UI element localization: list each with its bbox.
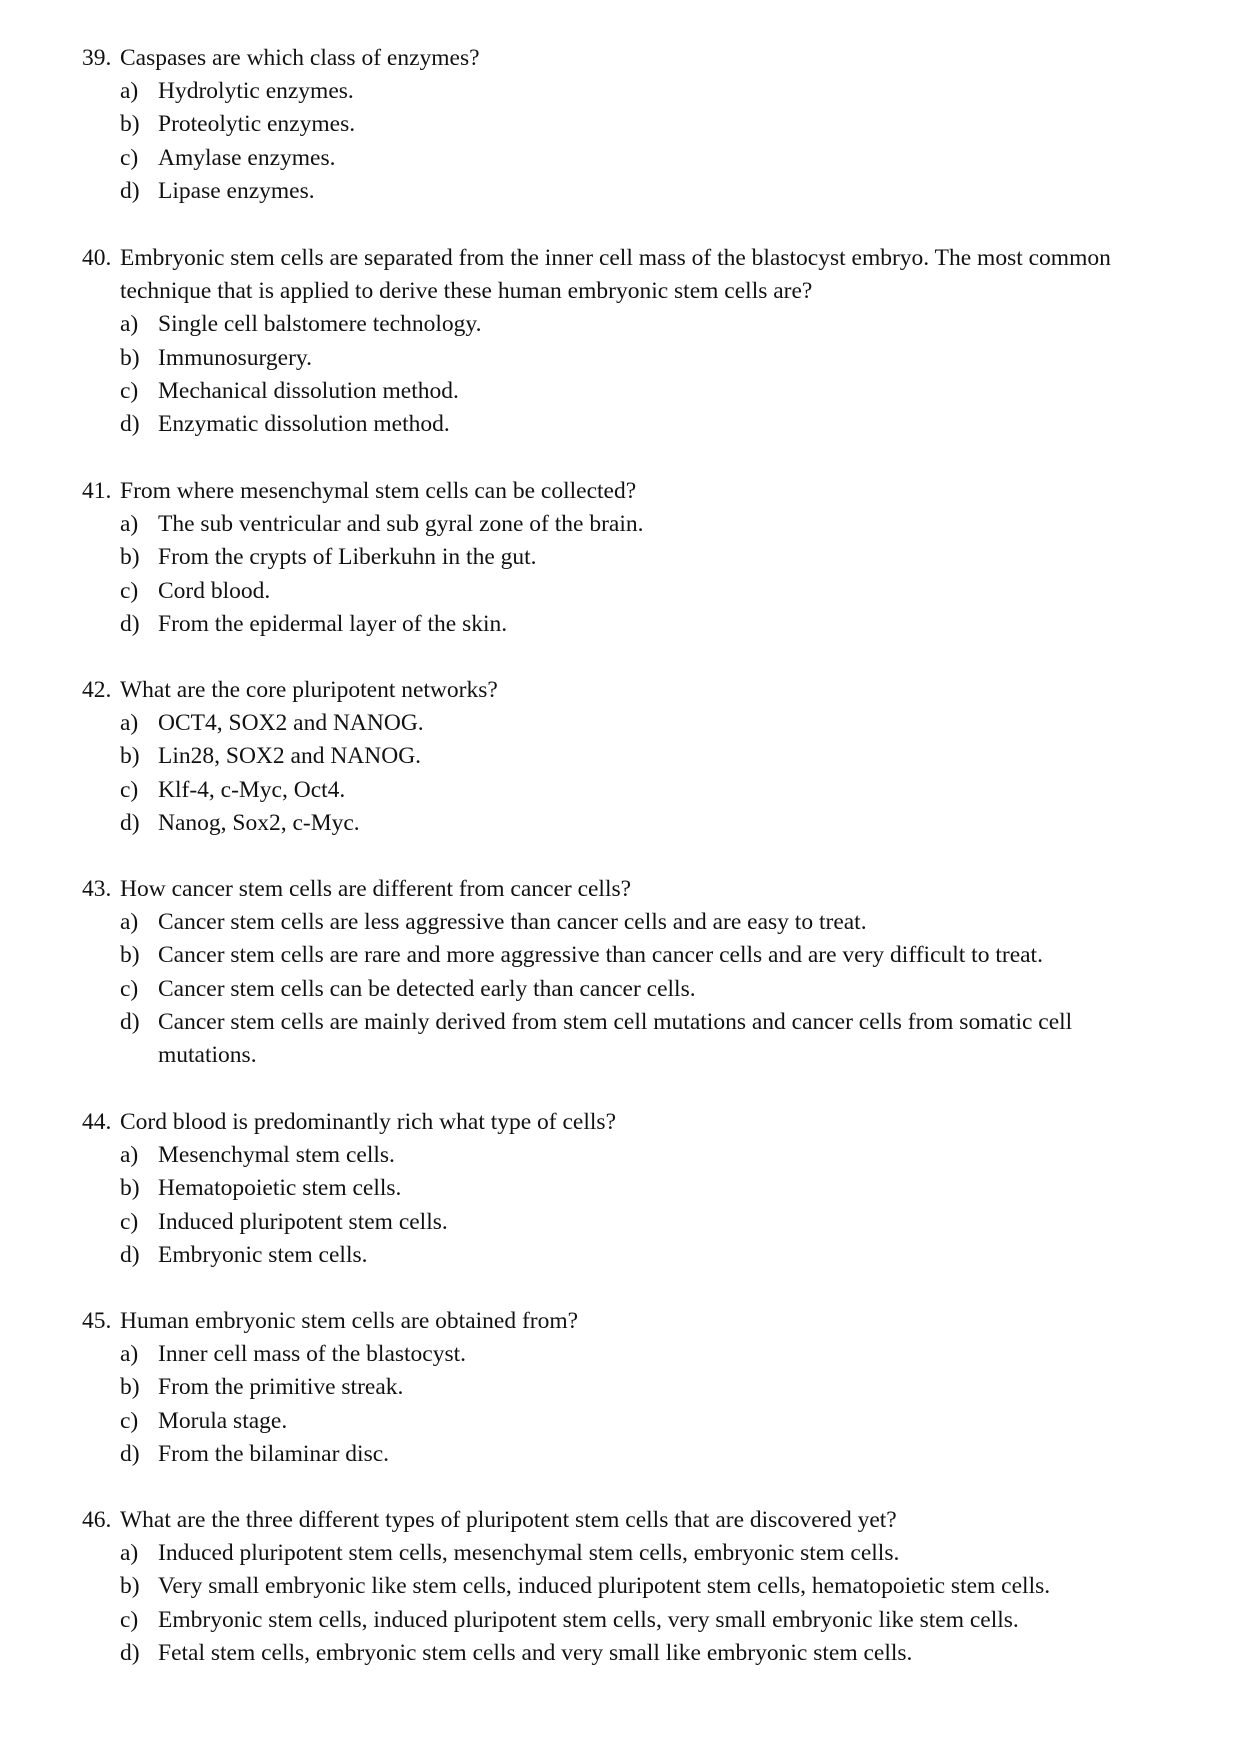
option-b	[82, 1172, 1172, 1205]
option-text: Cancer stem cells are rare and more aggressive than cancer cells and are very difficult to treat.	[158, 942, 1043, 969]
option-b	[82, 939, 1172, 972]
question-46	[82, 1504, 1172, 1670]
option-letter: c)	[120, 1606, 139, 1633]
option-list	[82, 1338, 1172, 1471]
option-letter: c)	[120, 577, 139, 604]
question-number: 43.	[82, 876, 112, 902]
question-number: 44.	[82, 1109, 112, 1135]
question-stem	[82, 873, 1172, 906]
option-b	[82, 108, 1172, 141]
option-text: From the bilaminar disc.	[158, 1440, 390, 1467]
question-number: 46.	[82, 1507, 112, 1533]
option-text: Amylase enzymes.	[158, 144, 336, 171]
option-letter: c)	[120, 377, 139, 404]
question-39	[82, 42, 1172, 208]
option-text: Induced pluripotent stem cells.	[158, 1208, 448, 1235]
question-stem	[82, 674, 1172, 707]
option-a	[82, 308, 1172, 341]
option-text: Cancer stem cells are less aggressive than cancer cells and are easy to treat.	[158, 909, 867, 936]
option-text: Inner cell mass of the blastocyst.	[158, 1341, 467, 1368]
option-letter: a)	[120, 1142, 139, 1169]
option-letter: b)	[120, 1175, 140, 1202]
option-letter: b)	[120, 1374, 140, 1401]
question-stem	[82, 475, 1172, 508]
option-d	[82, 175, 1172, 208]
option-letter: c)	[120, 1407, 139, 1434]
option-letter: d)	[120, 610, 140, 637]
question-40	[82, 242, 1172, 441]
option-letter: a)	[120, 511, 139, 538]
option-letter: d)	[120, 411, 140, 438]
option-c	[82, 973, 1172, 1006]
option-letter: a)	[120, 311, 139, 338]
option-c	[82, 774, 1172, 807]
option-d	[82, 408, 1172, 441]
option-a	[82, 707, 1172, 740]
option-b	[82, 1371, 1172, 1404]
option-text: Cancer stem cells are mainly derived from stem cell mutations and cancer cells from somatic cell mutations.	[158, 1008, 1073, 1069]
option-letter: d)	[120, 1008, 140, 1035]
option-text: Proteolytic enzymes.	[158, 111, 356, 138]
option-list	[82, 508, 1172, 641]
option-d	[82, 1438, 1172, 1471]
option-text: Enzymatic dissolution method.	[158, 411, 450, 438]
option-text: Cord blood.	[158, 577, 271, 604]
question-text: Cord blood is predominantly rich what type of cells?	[120, 1109, 617, 1135]
option-c	[82, 142, 1172, 175]
question-41	[82, 475, 1172, 641]
option-letter: a)	[120, 78, 139, 105]
question-44	[82, 1106, 1172, 1272]
question-number: 41.	[82, 478, 112, 504]
option-text: From the primitive streak.	[158, 1374, 404, 1401]
option-letter: c)	[120, 776, 139, 803]
option-text: Klf-4, c-Myc, Oct4.	[158, 776, 346, 803]
option-list	[82, 1139, 1172, 1272]
question-number: 39.	[82, 45, 112, 71]
question-text: Embryonic stem cells are separated from the inner cell mass of the blastocyst embryo. The most common technique that is applied to derive these human embryonic stem cells are?	[120, 245, 1111, 305]
question-text: Caspases are which class of enzymes?	[120, 45, 480, 71]
question-43	[82, 873, 1172, 1072]
option-text: Lipase enzymes.	[158, 177, 315, 204]
option-text: OCT4, SOX2 and NANOG.	[158, 710, 424, 737]
option-text: Hydrolytic enzymes.	[158, 78, 354, 105]
option-text: From the epidermal layer of the skin.	[158, 610, 508, 637]
option-letter: c)	[120, 1208, 139, 1235]
question-45	[82, 1305, 1172, 1471]
question-number: 40.	[82, 245, 112, 271]
option-a	[82, 906, 1172, 939]
option-letter: a)	[120, 710, 139, 737]
option-letter: b)	[120, 743, 140, 770]
option-letter: b)	[120, 1573, 140, 1600]
question-text: Human embryonic stem cells are obtained from?	[120, 1308, 579, 1334]
question-42	[82, 674, 1172, 840]
option-letter: a)	[120, 1341, 139, 1368]
option-list	[82, 75, 1172, 208]
option-text: Fetal stem cells, embryonic stem cells and very small like embryonic stem cells.	[158, 1639, 913, 1666]
question-stem	[82, 242, 1172, 308]
option-text: Lin28, SOX2 and NANOG.	[158, 743, 422, 770]
question-text: What are the core pluripotent networks?	[120, 677, 498, 703]
option-a	[82, 508, 1172, 541]
option-b	[82, 740, 1172, 773]
option-c	[82, 1206, 1172, 1239]
option-text: Very small embryonic like stem cells, induced pluripotent stem cells, hematopoietic stem cells.	[158, 1573, 1051, 1600]
option-text: The sub ventricular and sub gyral zone of the brain.	[158, 511, 644, 538]
option-b	[82, 1570, 1172, 1603]
option-c	[82, 1604, 1172, 1637]
option-list	[82, 308, 1172, 441]
option-text: Morula stage.	[158, 1407, 288, 1434]
option-text: Cancer stem cells can be detected early than cancer cells.	[158, 975, 696, 1002]
option-d	[82, 608, 1172, 641]
option-letter: c)	[120, 144, 139, 171]
option-a	[82, 1537, 1172, 1570]
option-a	[82, 1139, 1172, 1172]
option-d	[82, 1006, 1172, 1072]
option-a	[82, 75, 1172, 108]
option-text: Hematopoietic stem cells.	[158, 1175, 402, 1202]
option-c	[82, 575, 1172, 608]
question-number: 45.	[82, 1308, 112, 1334]
option-list	[82, 1537, 1172, 1670]
question-stem	[82, 1106, 1172, 1139]
option-text: Immunosurgery.	[158, 344, 313, 371]
option-list	[82, 906, 1172, 1072]
option-a	[82, 1338, 1172, 1371]
option-text: Nanog, Sox2, c-Myc.	[158, 809, 360, 836]
option-d	[82, 1239, 1172, 1272]
question-stem	[82, 1305, 1172, 1338]
option-letter: c)	[120, 975, 139, 1002]
option-text: Single cell balstomere technology.	[158, 311, 482, 338]
question-stem	[82, 1504, 1172, 1537]
option-d	[82, 1637, 1172, 1670]
option-letter: b)	[120, 344, 140, 371]
option-letter: d)	[120, 809, 140, 836]
option-d	[82, 807, 1172, 840]
option-letter: b)	[120, 544, 140, 571]
option-letter: d)	[120, 1639, 140, 1666]
option-letter: d)	[120, 177, 140, 204]
question-text: From where mesenchymal stem cells can be collected?	[120, 478, 637, 504]
question-text: What are the three different types of pluripotent stem cells that are discovered yet?	[120, 1507, 897, 1533]
option-c	[82, 1405, 1172, 1438]
option-text: Embryonic stem cells.	[158, 1241, 368, 1268]
option-text: From the crypts of Liberkuhn in the gut.	[158, 544, 537, 571]
option-letter: b)	[120, 111, 140, 138]
option-letter: b)	[120, 942, 140, 969]
option-text: Mechanical dissolution method.	[158, 377, 459, 404]
question-stem	[82, 42, 1172, 75]
option-text: Mesenchymal stem cells.	[158, 1142, 395, 1169]
option-text: Induced pluripotent stem cells, mesenchymal stem cells, embryonic stem cells.	[158, 1540, 900, 1567]
option-c	[82, 375, 1172, 408]
option-letter: a)	[120, 1540, 139, 1567]
option-b	[82, 342, 1172, 375]
question-text: How cancer stem cells are different from cancer cells?	[120, 876, 632, 902]
option-b	[82, 541, 1172, 574]
option-letter: a)	[120, 909, 139, 936]
option-letter: d)	[120, 1241, 140, 1268]
option-letter: d)	[120, 1440, 140, 1467]
question-number: 42.	[82, 677, 112, 703]
option-text: Embryonic stem cells, induced pluripotent stem cells, very small embryonic like stem cells.	[158, 1606, 1019, 1633]
option-list	[82, 707, 1172, 840]
